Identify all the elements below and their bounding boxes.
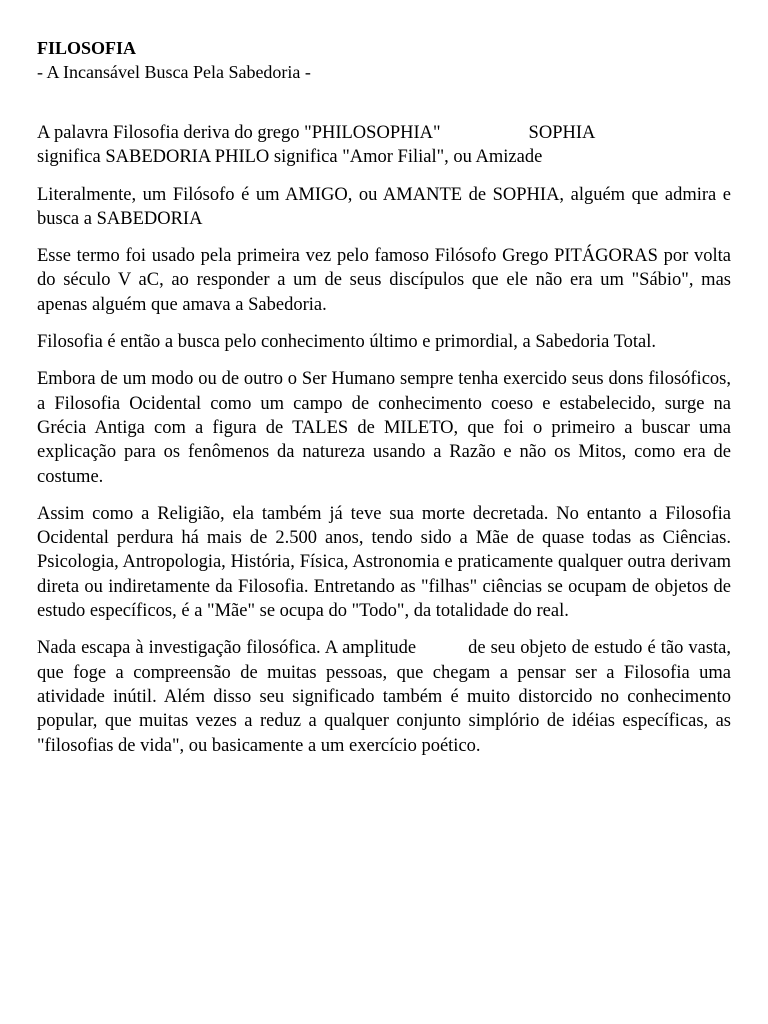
paragraph-etymology-start: A palavra Filosofia deriva do grego "PHILOSOPHIA" <box>37 123 441 143</box>
paragraph-etymology <box>37 121 731 170</box>
paragraph-mother-of-sciences: Assim como a Religião, ela também já teve sua morte decretada. No entanto a Filosofia Ocidental perdura há mais de 2.500 anos, tendo sido a Mãe de quase todas as Ciências. Psicologia, Antropologia, História, Física, Astronomia e praticamente qualquer outra derivam direta ou indiretamente da Filosofia. Entretando as "filhas" ciências se ocupam de objetos de estudo específicos, é a "Mãe" se ocupa do "Todo", da totalidade do real. <box>37 503 731 622</box>
paragraph-etymology-sophia: SOPHIA <box>528 123 596 143</box>
paragraph-pythagoras: Esse termo foi usado pela primeira vez pelo famoso Filósofo Grego PITÁGORAS por volta do século V aC, ao responder a um de seus discípulos que ele não era um "Sábio", mas apenas alguém que amava a Sabedoria. <box>37 246 731 315</box>
paragraph-definition: Literalmente, um Filósofo é um AMIGO, ou AMANTE de SOPHIA, alguém que admira e busca a SABEDORIA <box>37 184 731 229</box>
paragraph-etymology-rest: significa SABEDORIA PHILO significa "Amor Filial", ou Amizade <box>37 147 543 168</box>
paragraph-investigation <box>37 636 731 757</box>
paragraph-investigation-start: Nada escapa à investigação filosófica. A amplitude <box>37 638 417 659</box>
document-subtitle: - A Incansável Busca Pela Sabedoria - <box>37 62 311 82</box>
paragraph-total-wisdom: Filosofia é então a busca pelo conhecimento último e primordial, a Sabedoria Total. <box>37 332 656 353</box>
paragraph-thales: Embora de um modo ou de outro o Ser Humano sempre tenha exercido seus dons filosóficos, a Filosofia Ocidental como um campo de conhecimento coeso e estabelecido, surge na Grécia Antiga com a figura de TALES de MILETO, que foi o primeiro a buscar uma explicação para os fenômenos da natureza usando a Razão e não os Mitos, como era de costume. <box>37 369 731 487</box>
paragraph-investigation-rest: de seu objeto de estudo é tão vasta, que foge a compreensão de muitas pessoas, que chegam a pensar ser a Filosofia uma atividade inútil. Além disso seu significado também é muito distorcido no conhecimento popular, que muitas vezes a reduz a qualquer conjunto simplório de idéias específicas, as "filosofias de vida", ou basicamente a um exercício poético. <box>37 638 732 756</box>
document-title: FILOSOFIA <box>37 38 137 58</box>
